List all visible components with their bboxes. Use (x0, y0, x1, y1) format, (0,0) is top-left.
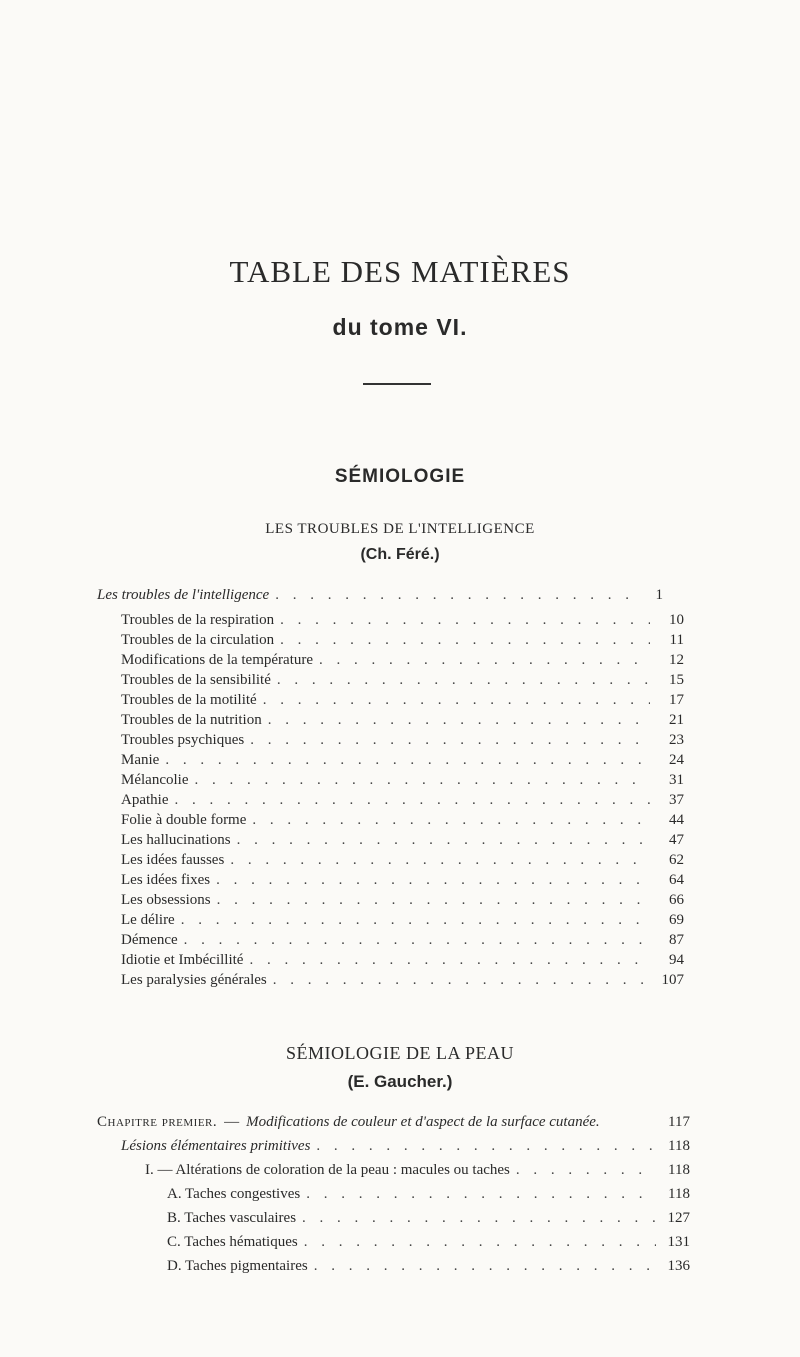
toc-entry-label: Lésions élémentaires primitives (121, 1138, 311, 1154)
toc-entry-label: Troubles de la nutrition (121, 712, 262, 728)
toc-entry-page: 118 (668, 1162, 690, 1178)
toc-entry[interactable] (121, 890, 684, 910)
toc-entry-page: 87 (669, 932, 684, 948)
toc-entry[interactable] (121, 870, 684, 890)
toc-entry-page: 117 (668, 1114, 690, 1130)
leader-dots (249, 950, 650, 970)
toc-entry-label: A. Taches congestives (167, 1186, 301, 1202)
section1-subheading: LES TROUBLES DE L'INTELLIGENCE (265, 521, 535, 537)
leader-dots (174, 790, 650, 810)
leader-dots (165, 750, 650, 770)
toc-entry-label: Mélancolie (121, 772, 189, 788)
toc-entry-label: Modifications de la température (121, 652, 314, 668)
toc-entry-label: I. — Altérations de coloration de la peau : macules ou taches (145, 1162, 510, 1178)
toc-entry-label: D. Taches pigmentaires (167, 1258, 308, 1274)
chapter-title: Modifications de couleur et d'aspect de la surface cutanée. (246, 1114, 600, 1130)
toc-entry[interactable] (121, 710, 684, 730)
toc-entry-page: 107 (661, 972, 684, 988)
leader-dots (230, 850, 650, 870)
leader-dots (306, 1184, 656, 1204)
toc-entry-label: Manie (121, 752, 160, 768)
toc-entry[interactable] (121, 770, 684, 790)
toc-entry-label: Les obsessions (121, 892, 211, 908)
toc-entry-label: Les idées fixes (121, 872, 211, 888)
toc-entry-label: B. Taches vasculaires (167, 1210, 297, 1226)
toc-entry[interactable] (121, 850, 684, 870)
toc-entry-page: 62 (669, 852, 684, 868)
toc-entry-page: 69 (669, 912, 684, 928)
toc-entry-page: 12 (669, 652, 684, 668)
toc-subentry[interactable] (167, 1184, 690, 1204)
title-divider (363, 383, 431, 385)
toc-entry[interactable] (121, 690, 684, 710)
section1-author: (Ch. Féré.) (360, 546, 440, 563)
toc-entry-page: 44 (669, 812, 684, 828)
leader-dots (184, 930, 650, 950)
toc-entry[interactable] (121, 970, 684, 990)
toc-entry-label: Folie à double forme (121, 812, 247, 828)
section2-author: (E. Gaucher.) (347, 1072, 453, 1091)
toc-entry-page: 94 (669, 952, 684, 968)
leader-dots (194, 770, 650, 790)
toc-entry-page: 21 (669, 712, 684, 728)
toc-entry[interactable] (121, 910, 684, 930)
toc-entry-label: Les paralysies générales (121, 972, 267, 988)
leader-dots (302, 1208, 656, 1228)
leader-dots (181, 910, 650, 930)
leader-dots (314, 1256, 656, 1276)
leader-dots (280, 610, 650, 630)
toc-entry[interactable] (121, 650, 684, 670)
toc-entry[interactable] (121, 950, 684, 970)
toc-entry-page: 136 (667, 1258, 690, 1274)
leader-dots (277, 670, 650, 690)
toc-entry-page: 47 (669, 832, 684, 848)
toc-entry-label: Apathie (121, 792, 169, 808)
toc-entry-page: 131 (667, 1234, 690, 1250)
toc-entry-label: Le délire (121, 912, 175, 928)
toc-entry[interactable] (121, 670, 684, 690)
toc-entry-label: Troubles de la respiration (121, 612, 275, 628)
toc-entry-page: 66 (669, 892, 684, 908)
toc-entry-label: Idiotie et Imbécillité (121, 952, 244, 968)
toc-entry-page: 15 (669, 672, 684, 688)
toc-entry-page: 11 (669, 632, 684, 648)
toc-entry-page: 1 (655, 587, 663, 603)
leader-dots (273, 970, 650, 990)
toc-entry-page: 118 (668, 1138, 690, 1154)
toc-entry[interactable] (121, 830, 684, 850)
toc-entry-main[interactable] (97, 585, 663, 605)
leader-dots (237, 830, 650, 850)
leader-dots (216, 870, 650, 890)
toc-entry[interactable] (121, 610, 684, 630)
volume-subtitle: du tome VI. (332, 314, 468, 340)
toc-subentry[interactable] (167, 1256, 690, 1276)
toc-entry-label: Les hallucinations (121, 832, 231, 848)
chapter-dash: — (224, 1114, 240, 1130)
toc-entry-lesions[interactable] (121, 1136, 690, 1156)
leader-dots (319, 650, 650, 670)
toc-entry-page: 24 (669, 752, 684, 768)
toc-entry-page: 118 (668, 1186, 690, 1202)
toc-entry-label: Les idées fausses (121, 852, 225, 868)
toc-chapter-entry[interactable] (97, 1112, 690, 1132)
leader-dots (250, 730, 650, 750)
leader-dots (275, 585, 629, 605)
toc-entry-label: Troubles de la motilité (121, 692, 257, 708)
toc-entry-page: 10 (669, 612, 684, 628)
toc-entry-page: 127 (667, 1210, 690, 1226)
leader-dots (280, 630, 650, 650)
toc-entry[interactable] (121, 730, 684, 750)
toc-subentry[interactable] (167, 1208, 690, 1228)
toc-entry[interactable] (121, 930, 684, 950)
toc-entry[interactable] (121, 630, 684, 650)
page-title: TABLE DES MATIÈRES (229, 254, 571, 289)
toc-entry-label: Les troubles de l'intelligence (97, 587, 270, 603)
toc-entry[interactable] (121, 790, 684, 810)
toc-entry-label: C. Taches hématiques (167, 1234, 298, 1250)
toc-subentry[interactable] (167, 1232, 690, 1252)
leader-dots (252, 810, 650, 830)
section1-heading: SÉMIOLOGIE (334, 466, 466, 487)
leader-dots (316, 1136, 656, 1156)
leader-dots (263, 690, 650, 710)
leader-dots (516, 1160, 656, 1180)
toc-entry-label: Troubles de la circulation (121, 632, 275, 648)
leader-dots (304, 1232, 656, 1252)
toc-entry-part[interactable] (145, 1160, 690, 1180)
toc-entry[interactable] (121, 750, 684, 770)
chapter-prefix: Chapitre premier. (97, 1114, 218, 1130)
toc-entry-page: 37 (669, 792, 684, 808)
section2-heading: SÉMIOLOGIE DE LA PEAU (286, 1043, 514, 1063)
toc-entry-page: 23 (669, 732, 684, 748)
toc-entry-page: 64 (669, 872, 684, 888)
toc-entry-label: Troubles de la sensibilité (121, 672, 271, 688)
leader-dots (268, 710, 650, 730)
leader-dots (217, 890, 650, 910)
toc-entry[interactable] (121, 810, 684, 830)
toc-entry-page: 31 (669, 772, 684, 788)
toc-entry-page: 17 (669, 692, 684, 708)
toc-entry-label: Démence (121, 932, 178, 948)
toc-entry-label: Troubles psychiques (121, 732, 245, 748)
